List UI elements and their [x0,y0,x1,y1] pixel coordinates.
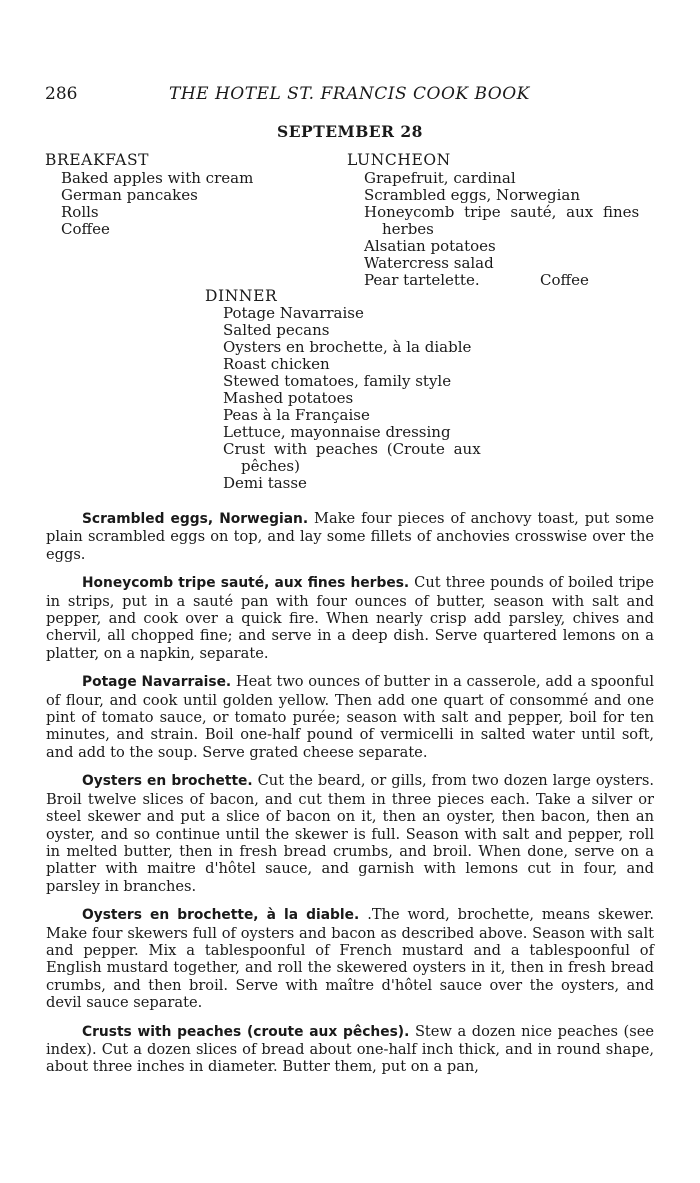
recipe-title: Scrambled eggs, Norwegian. [82,511,309,527]
recipe-title: Crusts with peaches (croute aux pêches). [82,1023,410,1040]
recipe-paragraph [46,574,654,662]
recipe-text: Heat two ounces of butter in a casserole, add a spoonful of flour, and cook until golden yellow. Then add one quart of consommé and one pint of tomato sauce, or tomato purée; season with salt and pepper, boil for ten minutes, and strain. Boil one-half pound of vermicelli in salted water until soft, and add to the soup. Serve grated cheese separate. [46,673,655,761]
recipe-title: Potage Navarraise. [82,674,232,691]
luncheon-menu [364,170,656,289]
menu-item: Baked apples with cream [61,169,254,187]
recipes-section [46,510,654,1087]
recipe-paragraph [46,673,654,761]
menu-item: Crust with peaches (Croute aux [223,440,481,458]
breakfast-menu [61,170,253,238]
menu-item: Demi tasse [223,474,307,492]
menu-item [364,272,656,289]
recipe-paragraph [46,510,654,563]
menu-item: Salted pecans [223,321,330,339]
menu-item: Coffee [61,220,110,238]
luncheon-heading: LUNCHEON [347,151,451,169]
menu-item-continuation: pêches) [241,457,300,475]
menu-item: Alsatian potatoes [364,237,496,255]
recipe-text: Cut three pounds of boiled tripe in strips, put in a sauté pan with four ounces of butter, season with salt and pepper, and cook over a quick fire. When nearly crisp add parsley, chives and chervil, all chopped fine; and serve in a deep dish. Serve quartered lemons on a platter, on a napkin, separate. [46,574,654,662]
recipe-title: Oysters en brochette, à la diable. [82,907,360,924]
menu-item: Rolls [61,203,99,221]
dinner-menu [223,305,513,492]
menu-item: German pancakes [61,186,198,204]
date-heading: SEPTEMBER 28 [277,122,423,141]
recipe-text: Make four pieces of anchovy toast, put some plain scrambled eggs on top, and lay some fillets of anchovies crosswise over the eggs. [46,510,654,563]
recipe-paragraph [46,772,654,895]
breakfast-heading: BREAKFAST [45,151,150,169]
recipe-title: Honeycomb tripe sauté, aux fines herbes. [82,575,410,592]
recipe-paragraph [46,906,654,1011]
running-head [45,84,655,108]
menu-item-continuation: herbes [382,220,434,238]
recipe-text: .The word, brochette, means skewer. Make four skewers full of oysters and bacon as described above. Season with salt and pepper. Mix a tablespoonful of French mustard and a tablespoonful of English mustard together, and roll the skewered oysters in it, then in fresh bread crumbs, and then broil. Serve with maître d'hôtel sauce over the oysters, and devil sauce separate. [46,906,654,1012]
menu-item: Oysters en brochette, à la diable [223,338,472,356]
menu-item: Scrambled eggs, Norwegian [364,186,581,204]
menu-item-text: Pear tartelette. [364,271,480,289]
menu-item: Mashed potatoes [223,389,354,407]
menu-item-coffee: Coffee [540,271,589,289]
menu-item: Potage Navarraise [223,304,364,322]
book-title: THE HOTEL ST. FRANCIS COOK BOOK [169,84,530,104]
recipe-text: Stew a dozen nice peaches (see index). Cut a dozen slices of bread about one-half inch thick, and in round shape, about three inches in diameter. Butter them, put on a pan, [46,1022,655,1076]
menu-item: Stewed tomatoes, family style [223,372,452,390]
menu-item: Roast chicken [223,355,330,373]
dinner-heading: DINNER [205,287,278,305]
menu-item: Grapefruit, cardinal [364,169,516,187]
page-number: 286 [45,84,78,104]
recipe-title: Oysters en brochette. [82,773,253,790]
menu-item: Watercress salad [364,254,494,272]
recipe-paragraph [46,1023,654,1076]
menu-item: Honeycomb tripe sauté, aux fines [364,203,640,221]
menu-item: Peas à la Française [223,406,370,424]
menu-item: Lettuce, mayonnaise dressing [223,423,451,441]
recipe-text: Cut the beard, or gills, from two dozen large oysters. Broil twelve slices of bacon, and cut them in three pieces each. Take a silver or steel skewer and put a slice of bacon on it, then an oyster, then bacon, then an oyster, and so continue until the skewer is full. Season with salt and pepper, roll in melted butter, then in fresh bread crumbs, and broil. When done, serve on a platter with maitre d'hôtel sauce, and garnish with lemons cut in four, and parsley in branches. [46,772,654,895]
